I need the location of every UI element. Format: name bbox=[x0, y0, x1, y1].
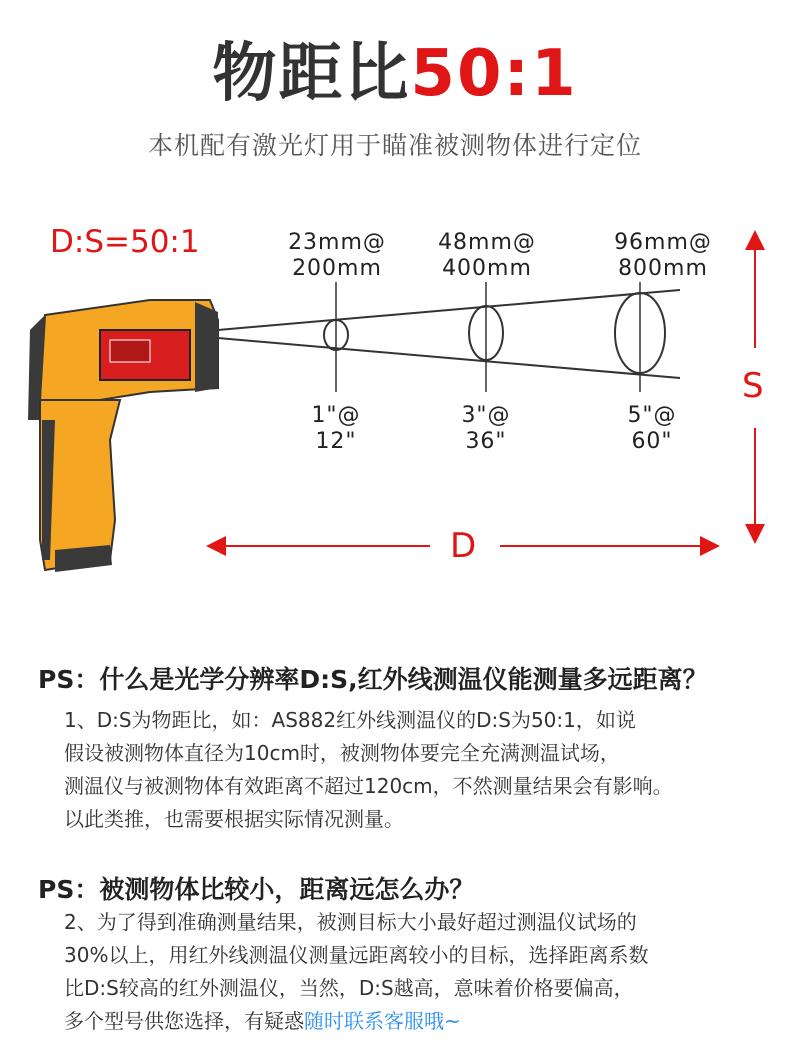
imperial-label: 5"@ 60" bbox=[627, 403, 677, 454]
faq-answer-1: 1、D:S为物距比，如：AS882红外线测温仪的D:S为50:1，如说 假设被测物体直径为10cm时，被测物体要完全充满测温试场， 测温仪与被测物体有效距离不超过120cm，不然测量结果会有影响。 以此类推，也需要根据实际情况测量。 bbox=[64, 708, 673, 831]
d-label: D bbox=[450, 526, 477, 566]
faq-question-2: PS：被测物体比较小，距离远怎么办？ bbox=[38, 875, 475, 904]
metric-label: 96mm@ 800mm bbox=[614, 230, 712, 281]
faq-question-1: PS：什么是光学分辨率D:S,红外线测温仪能测量多远距离？ bbox=[38, 665, 708, 694]
title-main: 物距比 bbox=[212, 37, 411, 111]
beam-upper-line bbox=[218, 290, 680, 330]
metric-label: 23mm@ 200mm bbox=[288, 230, 386, 281]
faq-answer-2: 2、为了得到准确测量结果，被测目标大小最好超过测温仪试场的 30%以上，用红外线测温仪测量远距离较小的目标，选择距离系数 比D:S较高的红外测温仪，当然，D:S越高，意味着价格要偏高， 多个型号供您选择，有疑惑随时联系客服哦~ bbox=[64, 910, 649, 1033]
thermometer-gun-icon bbox=[28, 300, 218, 572]
beam-lower-line bbox=[218, 338, 680, 378]
s-label: S bbox=[742, 366, 764, 406]
subtitle: 本机配有激光灯用于瞄准被测物体进行定位 bbox=[147, 131, 642, 160]
imperial-label: 1"@ 12" bbox=[311, 403, 361, 454]
contact-service-link[interactable]: 随时联系客服哦~ bbox=[304, 1009, 461, 1033]
ds-ratio-label: D:S=50:1 bbox=[50, 224, 200, 260]
title-ratio: 50:1 bbox=[410, 37, 578, 111]
metric-label: 48mm@ 400mm bbox=[438, 230, 536, 281]
imperial-label: 3"@ 36" bbox=[461, 403, 511, 454]
